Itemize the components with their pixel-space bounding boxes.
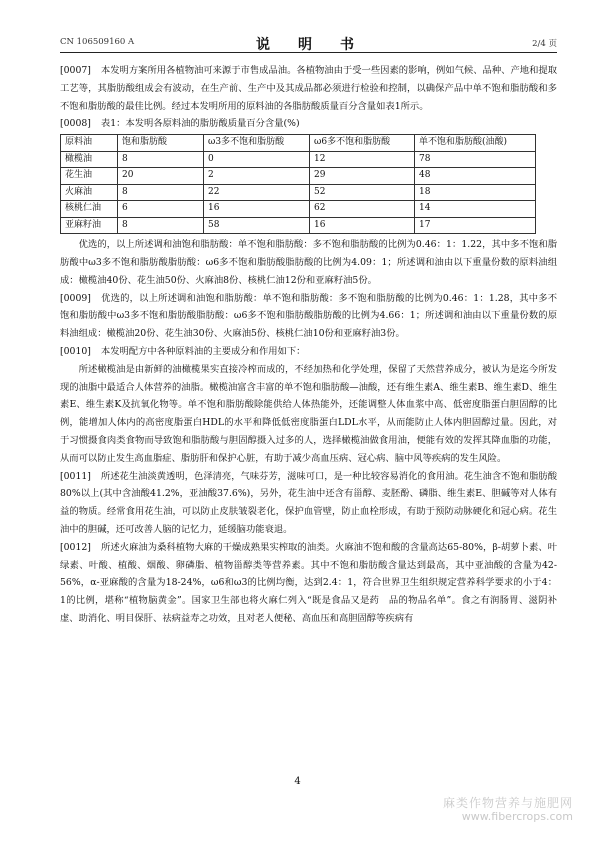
table-cell: 6 bbox=[118, 201, 204, 218]
table-cell: 48 bbox=[415, 168, 536, 185]
table-row bbox=[61, 201, 536, 218]
table-row bbox=[61, 217, 536, 234]
table-cell: 17 bbox=[415, 217, 536, 234]
table-cell: 8 bbox=[118, 184, 204, 201]
table-cell: 29 bbox=[310, 168, 415, 185]
table-cell: 8 bbox=[118, 151, 204, 168]
table-cell: 14 bbox=[415, 201, 536, 218]
paragraph-0010 bbox=[60, 343, 557, 361]
table-cell: 0 bbox=[204, 151, 310, 168]
page-header bbox=[60, 34, 557, 53]
table-header-cell: ω3多不饱和脂肪酸 bbox=[204, 135, 310, 152]
page-number: 4 bbox=[294, 776, 301, 787]
table-cell: 16 bbox=[310, 217, 415, 234]
table-row bbox=[61, 168, 536, 185]
paragraph-text: 所述火麻油为桑科植物大麻的干燥成熟果实榨取的油类。火麻油不饱和酸的含量高达65-80%，β-胡萝卜素、叶绿素、叶酸、植酸、烟酸、卵磷脂、植物甾醇类等营养素。其中不饱和脂肪酸含量达到最高，其中亚油酸的含量为42-56%，α-亚麻酸的含量为18-24%，ω6和ω3的比例均衡，达到2.4：1，符合世界卫生组织规定营养科学要求的小于4：1的比例，堪称“植物脑黄金”。国家卫生部也将火麻仁列入“既是食品又是药 品的物品名单”。食之有润肠胃、滋阴补虚、助消化、明目保肝、祛病益寿之功效，且对老人便秘、高血压和高胆固醇等疾病有 bbox=[60, 541, 557, 624]
paragraph-text: 本发明配方中各种原料油的主要成分和作用如下： bbox=[100, 345, 306, 357]
paragraph-number: [0007] bbox=[60, 65, 91, 76]
table-cell: 火麻油 bbox=[61, 184, 118, 201]
table-caption: 表1：本发明各原料油的脂肪酸质量百分含量(%) bbox=[100, 118, 300, 130]
watermark-url: www.fibercrops.com bbox=[461, 810, 573, 823]
paragraph-number: [0011] bbox=[60, 470, 91, 482]
paragraph-0009 bbox=[60, 290, 557, 343]
document-title: 说 明 书 bbox=[256, 37, 361, 53]
watermark-title: 麻类作物营养与施肥网 bbox=[442, 796, 573, 810]
paragraph-0011 bbox=[60, 468, 557, 539]
paragraph-0008 bbox=[60, 115, 557, 133]
paragraph-number: [0009] bbox=[60, 292, 91, 304]
table-cell: 核桃仁油 bbox=[61, 201, 118, 218]
document-body bbox=[60, 62, 557, 628]
table-cell: 62 bbox=[310, 201, 415, 218]
table-cell: 花生油 bbox=[61, 168, 118, 185]
table-cell: 18 bbox=[415, 184, 536, 201]
table-cell: 52 bbox=[310, 184, 415, 201]
table-header-row bbox=[61, 135, 536, 152]
table-header-cell: 原料油 bbox=[61, 135, 118, 152]
patent-number: CN 106509160 A bbox=[60, 37, 135, 47]
table-cell: 16 bbox=[204, 201, 310, 218]
watermark bbox=[443, 796, 573, 824]
table-header-cell: ω6多不饱和脂肪酸 bbox=[310, 135, 415, 152]
fatty-acid-table bbox=[60, 134, 536, 234]
paragraph-olive-oil: 所述橄榄油是由新鲜的油橄榄果实直接冷榨而成的，不经加热和化学处理，保留了天然营养成分，被认为是迄今所发现的油脂中最适合人体营养的油脂。橄榄油富含丰富的单不饱和脂肪酸—油酸，还有维生素A、维生素B、维生素D、维生素E、维生素K及抗氧化物等。单不饱和脂肪酸除能供给人体热能外，还能调整人体血浆中高、低密度脂蛋白胆固醇的比例，能增加人体内的高密度脂蛋白HDL的水平和降低低密度脂蛋白LDL水平，从而能防止人体内胆固醇过量。因此，对于习惯摄食肉类食物而导致饱和脂肪酸与胆固醇摄入过多的人，选择橄榄油做食用油，便能有效的发挥其降血脂的功能，从而可以防止发生高血脂症、脂肪肝和保护心脏，有助于减少高血压病、冠心病、脑中风等疾病的发生风险。 bbox=[60, 363, 557, 464]
table-cell: 58 bbox=[204, 217, 310, 234]
table-header-cell: 饱和脂肪酸 bbox=[118, 135, 204, 152]
paragraph-0012 bbox=[60, 539, 557, 628]
table-cell: 20 bbox=[118, 168, 204, 185]
table-cell: 橄榄油 bbox=[61, 151, 118, 168]
table-cell: 78 bbox=[415, 151, 536, 168]
paragraph-0007 bbox=[60, 62, 557, 115]
table-row bbox=[61, 184, 536, 201]
paragraph-text: 本发明方案所用各植物油可来源于市售成品油。各植物油由于受一些因素的影响，例如气候、品种、产地和提取工艺等，其脂肪酸组成会有波动，在生产前、生产中及其成品都必须进行检验和控制，以确保产品中单不饱和脂肪酸和多不饱和脂肪酸的最佳比例。经过本发明所用的原料油的各脂肪酸质量百分含量如表1所示。 bbox=[60, 65, 557, 112]
table-cell: 22 bbox=[204, 184, 310, 201]
paragraph-number: [0012] bbox=[60, 541, 91, 553]
paragraph-text: 所述花生油淡黄透明，色泽清亮，气味芬芳，滋味可口，是一种比较容易消化的食用油。花生油含不饱和脂肪酸80%以上(其中含油酸41.2%，亚油酸37.6%)，另外，花生油中还含有甾醇、麦胚酚、磷脂、维生素E、胆碱等对人体有益的物质。经常食用花生油，可以防止皮肤皱裂老化，保护血管壁，防止血栓形成，有助于预防动脉硬化和冠心病。花生油中的胆碱，还可改善人脑的记忆力，延缓脑功能衰退。 bbox=[60, 470, 557, 535]
table-header-cell: 单不饱和脂肪酸(油酸) bbox=[415, 135, 536, 152]
page-indicator: 2/4 页 bbox=[532, 39, 557, 49]
table-cell: 8 bbox=[118, 217, 204, 234]
table-cell: 2 bbox=[204, 168, 310, 185]
paragraph-number: [0008] bbox=[60, 118, 91, 130]
table-row bbox=[61, 151, 536, 168]
table-cell: 12 bbox=[310, 151, 415, 168]
table-cell: 亚麻籽油 bbox=[61, 217, 118, 234]
paragraph-text: 优选的，以上所述调和油饱和脂肪酸：单不饱和脂肪酸：多不饱和脂肪酸的比例为0.46：1：1.28，其中多不饱和脂肪酸中ω3多不饱和脂肪酸脂肪酸：ω6多不饱和脂肪酸脂肪酸的比例为4.66：1；所述调和油由以下重量份数的原料油组成：橄榄油20份、花生油30份、火麻油5份、核桃仁油10份和亚麻籽油3份。 bbox=[60, 292, 557, 340]
paragraph-preferred-1: 优选的，以上所述调和油饱和脂肪酸：单不饱和脂肪酸：多不饱和脂肪酸的比例为0.46：1：1.22，其中多不饱和脂肪酸中ω3多不饱和脂肪酸脂肪酸：ω6多不饱和脂肪酸脂肪酸的比例为4.09：1；所述调和油由以下重量份数的原料油组成：橄榄油40份、花生油50份、火麻油8份、核桃仁油12份和亚麻籽油5份。 bbox=[60, 239, 557, 286]
paragraph-number: [0010] bbox=[60, 345, 91, 357]
